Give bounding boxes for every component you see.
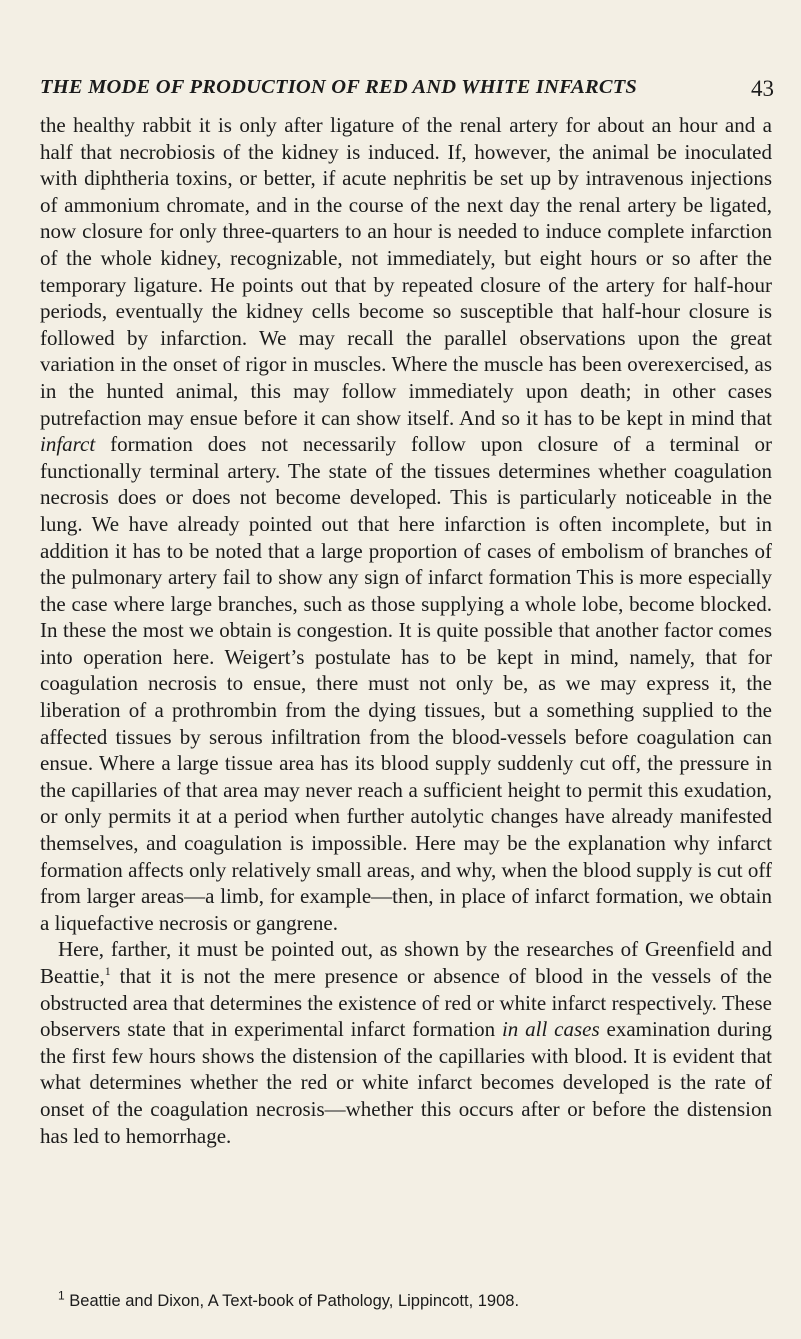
page-number: 43 bbox=[751, 76, 774, 101]
paragraph-1-text-a: the healthy rabbit it is only after ligature of the renal artery for about an hour and a half that necrobiosis of the kidney is induced. If, however, the animal be inoculated with diphtheria toxins, or better, if acute nephritis be set up by intravenous injections of ammonium chromate, and in the course of the next day the renal artery be ligated, now closure for only three-quarters to an hour is needed to induce complete infarction of the whole kidney, recognizable, not immediately, but eight hours or so after the temporary ligature. He points out that by repeated closure of the artery for half-hour periods, eventually the kidney cells become so susceptible that half-hour closure is followed by infarction. We may recall the parallel observations upon the great variation in the onset of rigor in muscles. Where the muscle has been overexercised, as in the hunted animal, this may follow immediately upon death; in other cases putrefaction may ensue before it can show itself. And so it has to be kept in mind that bbox=[40, 113, 772, 430]
paragraph-1-italic: infarct bbox=[40, 432, 96, 457]
running-head bbox=[40, 72, 774, 108]
paragraph-2-text-b: that it is not the mere presence or absence of blood in the vessels of the obstructed area that determines the existence of red or white infarct respectively. These observers state that in experimental infarct formation bbox=[40, 964, 772, 1042]
footnote-text: Beattie and Dixon, A Text-book of Pathology, Lippincott, 1908. bbox=[64, 1292, 520, 1310]
paragraph-2-text-a: Here, farther, it must be pointed out, as shown by the researches of Greenfield and Beattie, bbox=[40, 937, 772, 988]
paragraph-2-text-c: examination during the first few hours shows the distension of the capillaries with blood. It is evident that what determines whether the red or white infarct becomes developed is the rate of onset of the coagulation necrosis—whether this occurs after or before the distension has led to hemorrhage. bbox=[40, 1017, 772, 1148]
paragraph-2 bbox=[40, 936, 772, 1149]
chapter-title: THE MODE OF PRODUCTION OF RED AND WHITE INFARCTS bbox=[40, 76, 638, 98]
paragraph-2-italic: in all cases bbox=[501, 1017, 600, 1042]
paragraph-1 bbox=[40, 112, 772, 936]
paragraph-1-text-b: formation does not necessarily follow upon closure of a terminal or functionally terminal artery. The state of the tissues determines whether coagulation necrosis does or does not become developed. This is particularly noticeable in the lung. We have already pointed out that here infarction is often incomplete, but in addition it has to be noted that a large proportion of cases of embolism of branches of the pulmonary artery fail to show any sign of infarct formation This is more especially the case where large branches, such as those supplying a whole lobe, become blocked. In these the most we obtain is congestion. It is quite possible that another factor comes into operation here. Weigert’s postulate has to be kept in mind, namely, that for coagulation necrosis to ensue, there must not only be, as we may express it, the liberation of a prothrombin from the dying tissues, but a something supplied to the affected tissues by serous infiltration from the blood-vessels before coagulation can ensue. Where a large tissue area has its blood supply suddenly cut off, the pressure in the capillaries of that area may never reach a sufficient height to permit this exudation, or only permits it at a period when further autolytic changes have already manifested themselves, and coagulation is impossible. Here may be the explanation why infarct formation affects only relatively small areas, and why, when the blood supply is cut off from larger areas—a limb, for example—then, in place of infarct formation, we obtain a liquefactive necrosis or gangrene. bbox=[40, 432, 772, 935]
footnote bbox=[40, 1288, 772, 1311]
body-text bbox=[40, 112, 772, 1149]
footnote-marker: 1 bbox=[58, 1288, 65, 1303]
footnote-reference: 1 bbox=[104, 964, 111, 978]
